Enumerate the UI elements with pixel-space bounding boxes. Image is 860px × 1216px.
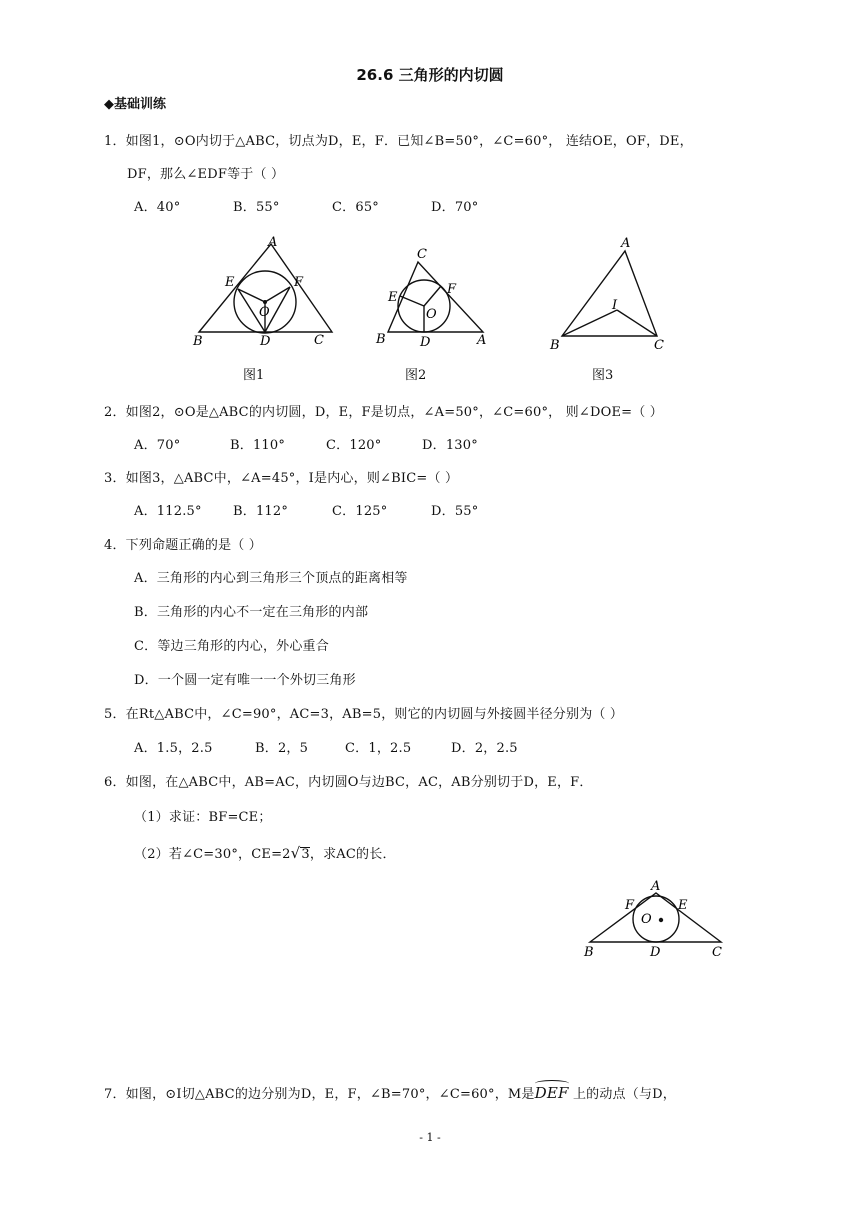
fig3-label-c: C xyxy=(654,338,664,353)
q7-text xyxy=(104,1083,676,1102)
q6-text: 6．如图，在△ABC中，AB=AC，内切圆O与边BC，AC，AB分别切于D，E，F． xyxy=(104,775,593,790)
q3-option-d: D．55° xyxy=(431,504,479,519)
q1-option-d: D．70° xyxy=(431,200,479,215)
fig6-label-e: E xyxy=(678,898,688,913)
fig1-label-o: O xyxy=(259,305,270,320)
fig1-label-c: C xyxy=(314,333,324,348)
q4-option-c: C．等边三角形的内心，外心重合 xyxy=(134,639,329,654)
fig2-label-e: E xyxy=(388,290,398,305)
q3-option-b: B．112° xyxy=(233,504,289,519)
fig3-label-i: I xyxy=(612,298,618,313)
fig1-center-dot xyxy=(263,300,267,304)
q1-options xyxy=(134,196,530,215)
fig6-label-o: O xyxy=(641,912,652,927)
q3-text: 3．如图3，△ABC中，∠A=45°，I是内心，则∠BIC=（ ） xyxy=(104,471,459,486)
fig6-incircle xyxy=(633,896,679,942)
fig6-triangle xyxy=(590,893,721,942)
fig6-label-c: C xyxy=(712,945,722,960)
q5-option-d: D．2，2.5 xyxy=(451,741,518,756)
fig3-label-a: A xyxy=(621,236,631,251)
fig3-caption: 图3 xyxy=(592,368,614,383)
q5-option-a: A．1.5，2.5 xyxy=(134,741,213,756)
q7-text-start: 7．如图，⊙I切△ABC的边分别为D，E，F，∠B=70°，∠C=60°，M是 xyxy=(104,1087,535,1102)
fig1-label-a: A xyxy=(268,235,278,250)
q7-arc-def: DEF xyxy=(534,1084,569,1102)
fig1-label-b: B xyxy=(193,334,203,349)
q5-text: 5．在Rt△ABC中，∠C=90°，AC=3，AB=5，则它的内切圆与外接圆半径分别为（ ） xyxy=(104,707,624,722)
fig1-caption: 图1 xyxy=(243,368,265,383)
q1-option-c: C．65° xyxy=(332,200,379,215)
fig6-label-f: F xyxy=(625,898,635,913)
q4-text: 4．下列命题正确的是（ ） xyxy=(104,538,263,553)
q5-option-b: B．2，5 xyxy=(255,741,309,756)
q4-option-d: D．一个圆一定有唯一一个外切三角形 xyxy=(134,673,356,688)
q1-text-line2: DF，那么∠EDF等于（ ） xyxy=(127,167,285,182)
q6-part2-end: ，求AC的长． xyxy=(309,847,396,862)
q7-text-end: 上的动点（与D， xyxy=(568,1087,676,1102)
q1-option-a: A．40° xyxy=(134,200,181,215)
q3-option-a: A．112.5° xyxy=(134,504,202,519)
fig2-label-o: O xyxy=(426,307,437,322)
q2-option-b: B．110° xyxy=(230,438,286,453)
fig1-label-e: E xyxy=(225,275,235,290)
q3-options xyxy=(134,500,530,519)
q2-options xyxy=(134,434,518,453)
figures-svg xyxy=(0,232,860,362)
fig2-label-b: B xyxy=(376,332,386,347)
fig2-label-d: D xyxy=(420,335,431,350)
q6-part1: （1）求证：BF=CE； xyxy=(134,810,272,825)
q4-option-a: A．三角形的内心到三角形三个顶点的距离相等 xyxy=(134,571,408,586)
fig2-caption: 图2 xyxy=(405,368,427,383)
q1-text-line1: 1．如图1，⊙O内切于△ABC，切点为D，E，F．已知∠B=50°，∠C=60°， 连结OE，OF，DE， xyxy=(104,134,693,149)
page-title: 26.6 三角形的内切圆 xyxy=(356,66,504,84)
q2-option-c: C．120° xyxy=(326,438,382,453)
q4-option-b: B．三角形的内心不一定在三角形的内部 xyxy=(134,605,369,620)
fig6-label-a: A xyxy=(651,879,661,894)
q5-option-c: C．1，2.5 xyxy=(345,741,412,756)
fig2-label-c: C xyxy=(417,247,427,262)
fig1-label-d: D xyxy=(260,334,271,349)
q2-option-d: D．130° xyxy=(422,438,478,453)
figure-6 xyxy=(580,876,740,966)
q6-sqrt-radicand: 3 xyxy=(301,847,310,862)
q5-options xyxy=(134,737,551,756)
fig3-triangle xyxy=(562,251,657,336)
fig3-label-b: B xyxy=(550,338,560,353)
page-number: - 1 - xyxy=(419,1131,441,1144)
fig6-label-b: B xyxy=(584,945,594,960)
q2-option-a: A．70° xyxy=(134,438,181,453)
q3-option-c: C．125° xyxy=(332,504,388,519)
q6-part2-start: （2）若∠C=30°，CE=2 xyxy=(134,847,291,862)
fig6-label-d: D xyxy=(650,945,661,960)
q2-text: 2．如图2，⊙O是△ABC的内切圆，D，E，F是切点，∠A=50°，∠C=60°， 则∠DOE=（ ） xyxy=(104,405,663,420)
section-heading: ◆基础训练 xyxy=(104,97,166,112)
fig6-center-dot xyxy=(659,918,663,922)
fig2-label-f: F xyxy=(447,282,457,297)
fig1-label-f: F xyxy=(294,275,304,290)
figure-3 xyxy=(562,251,657,336)
fig2-label-a: A xyxy=(477,333,487,348)
q1-option-b: B．55° xyxy=(233,200,280,215)
q6-part2: （2）若∠C=30°，CE=2√3，求AC的长． xyxy=(134,844,396,862)
